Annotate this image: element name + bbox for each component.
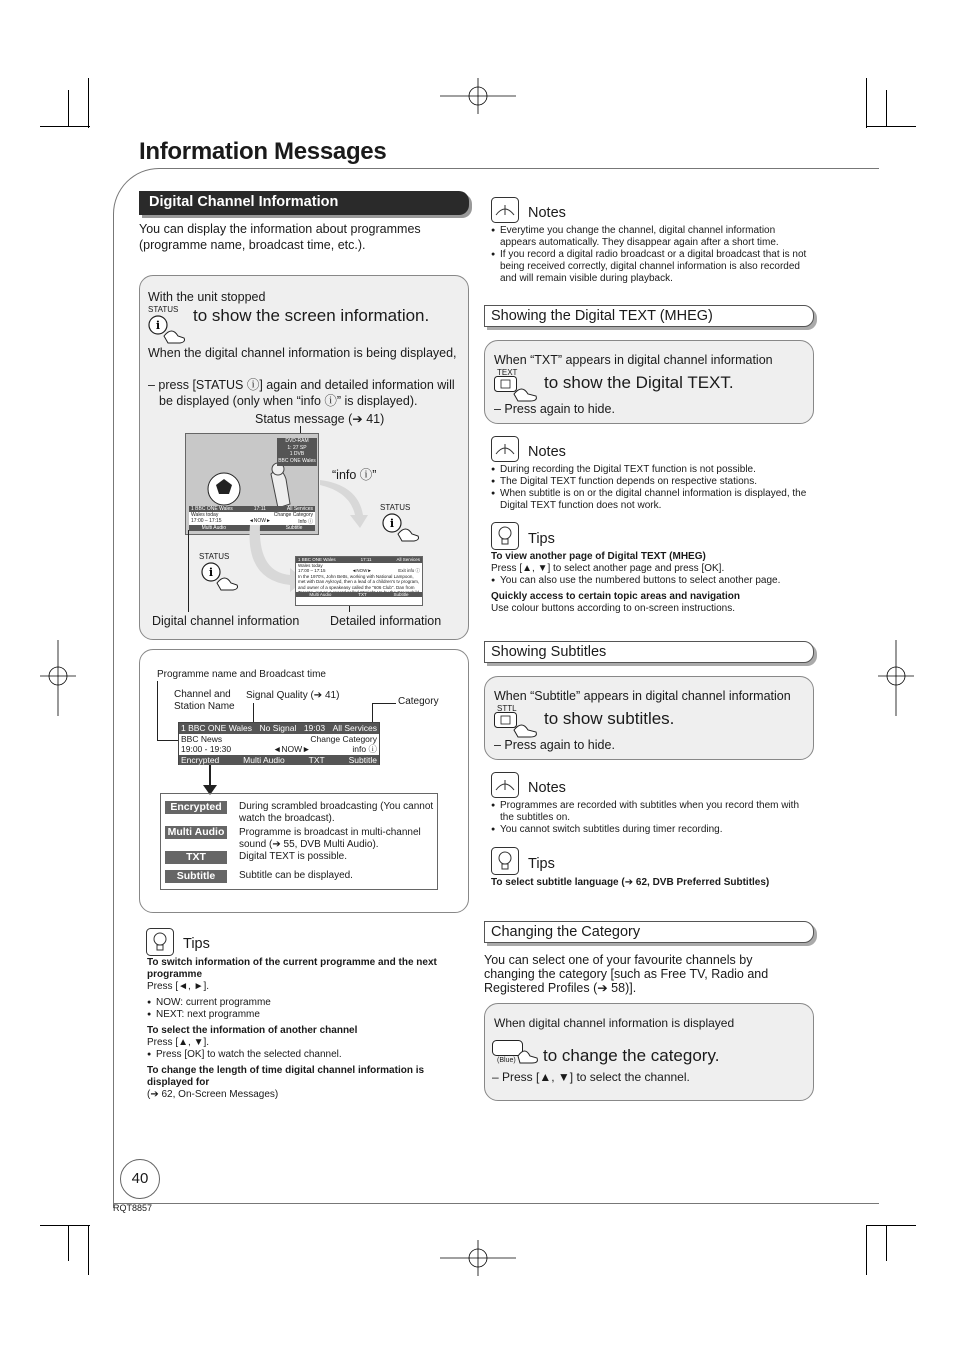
status-message-label: Status message (➔ 41) [255, 412, 385, 426]
registration-mark-left [40, 640, 76, 716]
sttl-button-label: STTL [497, 704, 517, 713]
category-when: When digital channel information is displayed [494, 1016, 735, 1030]
digital-text-hide: – Press again to hide. [494, 402, 615, 416]
notes-icon [491, 772, 519, 798]
digital-text-when: When “TXT” appears in digital channel information [494, 353, 773, 367]
svg-text:i: i [208, 566, 214, 579]
doc-code: RQT8857 [113, 1203, 153, 1213]
section-heading-category: Changing the Category [484, 921, 814, 943]
caption-detailed: Detailed information [330, 614, 442, 628]
status-button-icon-right[interactable] [382, 512, 422, 542]
page-title: Information Messages [139, 138, 387, 165]
press-status-text: – press [STATUS ⓘ] again and detailed information will be displayed (only when “info ⓘ” is displayed). [148, 378, 455, 408]
legend-desc-txt: Digital TEXT is possible. [239, 851, 348, 862]
section-heading-digital-channel: Digital Channel Information [139, 191, 469, 215]
status-label-left: STATUS [199, 552, 230, 561]
svg-text:i: i [389, 517, 395, 530]
legend-label-subtitle: Subtitle [165, 870, 227, 883]
registration-mark-top [440, 78, 516, 114]
section-heading-subtitles: Showing Subtitles [484, 641, 814, 663]
tips-subtitles: To select subtitle language (➔ 62, DVB Preferred Subtitles) [491, 877, 770, 888]
tips-heading-3: Tips [528, 856, 555, 872]
when-shown-text: When the digital channel information is being displayed, [148, 346, 457, 360]
page-number: 40 [120, 1159, 160, 1199]
text-button-label: TEXT [497, 368, 518, 377]
diagram-category: Category [398, 696, 439, 707]
legend-label-txt: TXT [165, 851, 227, 864]
digital-text-instruction: to show the Digital TEXT. [544, 373, 734, 392]
notes-list-1: ● Everytime you change the channel, digital channel information appears automatically. They disappear again after a short time. ● If you record a digital radio broadcast or a digital broadcast that is not being received correctly, digital channel information is also recorded and will remain visible during playback. [491, 225, 811, 285]
notes-heading-3: Notes [528, 780, 566, 796]
subtitles-when: When “Subtitle” appears in digital channel information [494, 689, 791, 703]
status-button-icon-left[interactable] [201, 561, 241, 591]
page-frame-bottom [113, 1203, 879, 1204]
category-press: – Press [▲, ▼] to select the channel. [492, 1070, 690, 1084]
info-label: “info ⓘ” [332, 468, 377, 482]
diagram-channel-station: Channel and Station Name [174, 689, 235, 712]
lightbulb-icon [491, 522, 519, 550]
status-label-right: STATUS [380, 503, 411, 512]
text-button-icon[interactable] [494, 376, 540, 402]
tips-heading-left: Tips [183, 936, 210, 952]
digital-channel-intro: You can display the information about programmes (programme name, broadcast time, etc.). [139, 222, 421, 252]
sttl-button-icon[interactable] [494, 712, 540, 738]
diagram-info-bar: 1 BBC ONE Wales No Signal 19:03 All Services BBC News Change Category 19:00 - 19:30 ◄NOW► info ⓘ Encrypted Multi Audio TXT Subtitle [178, 722, 380, 765]
tv-screen-detailed: 1 BBC ONE Wales 17:11 All Services Wales today 17:00 – 17:15 ◄NOW► Exit info ⓘ In the 1970's, John Betts, working with National Lampoon, met with Dan Aykroyd, then a lead of a children's tv program, and owner of a speakeasy called the "606 Club". Dan from Multi Audio TXT Subtitle [295, 556, 423, 606]
status-button-label: STATUS [148, 305, 179, 314]
notes-icon [491, 197, 519, 223]
subtitles-hide: – Press again to hide. [494, 738, 615, 752]
notes-heading-2: Notes [528, 444, 566, 460]
tv-info-bar: 1 BBC ONE Wales 17:11 All Services Wales today Change Category 17:00 – 17:15 ◄NOW► Info ⓘ Multi Audio Subtitle [191, 506, 313, 531]
tips-heading-2: Tips [528, 531, 555, 547]
notes-icon [491, 436, 519, 462]
notes-heading-1: Notes [528, 205, 566, 221]
legend-desc-subtitle: Subtitle can be displayed. [239, 870, 353, 881]
lightbulb-icon [146, 928, 174, 956]
notes-list-2: ● During recording the Digital TEXT function is not possible. ● The Digital TEXT function depends on respective stations. ● When subtitle is on or the digital channel information is displayed, the Digital TEXT function does not work. [491, 464, 811, 512]
show-screen-instruction: to show the screen information. [193, 306, 430, 325]
category-instruction: to change the category. [543, 1046, 720, 1065]
blue-button-label: (Blue) [497, 1057, 516, 1064]
caption-digital-channel: Digital channel information [152, 614, 300, 628]
section-heading-digital-text: Showing the Digital TEXT (MHEG) [484, 305, 814, 327]
lightbulb-icon [491, 847, 519, 875]
tips-digital-text: To view another page of Digital TEXT (MHEG) Press [▲, ▼] to select another page and press [OK]. ● You can also use the numbered buttons to select another page. Quickly access to certain topic areas and navigation Use colour buttons according to on-screen instructions. [491, 551, 811, 615]
with-unit-stopped: With the unit stopped [148, 290, 266, 304]
category-intro: You can select one of your favourite channels by changing the category [such as Free TV, Radio and Registered Profiles (➔ 58)]. [484, 953, 769, 995]
registration-mark-right [878, 640, 914, 716]
legend-desc-encrypted: During scrambled broadcasting (You cannot watch the broadcast). [239, 801, 434, 824]
status-button-icon[interactable] [148, 314, 190, 344]
subtitles-instruction: to show subtitles. [544, 709, 675, 728]
svg-text:i: i [155, 319, 161, 332]
diagram-prog-name-time: Programme name and Broadcast time [157, 669, 326, 680]
diagram-signal-quality: Signal Quality (➔ 41) [246, 690, 340, 701]
legend-label-multi-audio: Multi Audio [165, 826, 227, 839]
tips-left-content: To switch information of the current programme and the next programme Press [◄, ►]. ● NOW: current programme ● NEXT: next programme To select the information of another channel Press [▲, ▼]. ● Press [OK] to watch the selected channel. To change the length of time digital channel information is displayed for (➔ 62, On-Screen Messages) [147, 957, 462, 1101]
legend-label-encrypted: Encrypted [165, 801, 227, 814]
notes-list-3: ● Programmes are recorded with subtitles when you record them with the subtitles on. ● You cannot switch subtitles during timer recording. [491, 800, 811, 836]
tv-status-box: DVD-RAM 1: 27 SP 1 DVB BBC ONE Wales [277, 438, 317, 466]
registration-mark-bottom [440, 1240, 516, 1276]
legend-desc-multi-audio: Programme is broadcast in multi-channel sound (➔ 55, DVB Multi Audio). [239, 827, 421, 850]
